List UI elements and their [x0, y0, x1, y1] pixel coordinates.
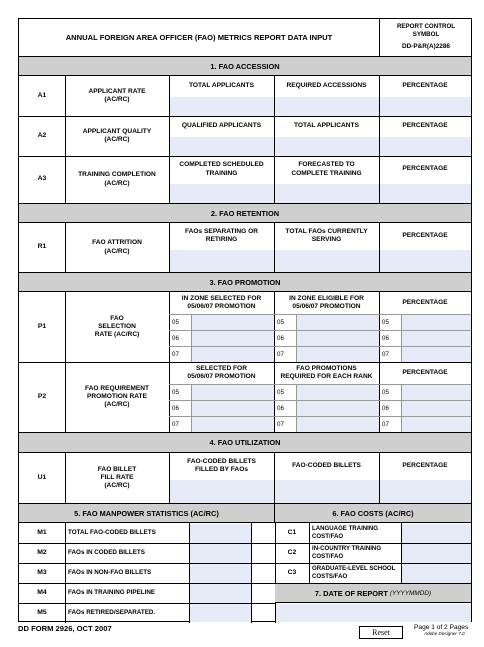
completed-training-field[interactable] [170, 184, 274, 203]
total-applicants-field[interactable] [170, 97, 274, 116]
col-header: TOTAL APPLICANTS [189, 81, 254, 89]
grade-label: 06 [382, 335, 389, 342]
col-header: FAO-CODED BILLETS [292, 461, 361, 469]
col-header: PERCENTAGE [402, 121, 448, 129]
grade-label: 05 [382, 319, 389, 326]
reset-button[interactable]: Reset [359, 626, 403, 639]
col-header: QUALIFIED APPLICANTS [181, 121, 262, 129]
col-header: TOTAL FAOs CURRENTLY SERVING [285, 227, 368, 243]
col-header: PERCENTAGE [402, 231, 448, 239]
row-label: FAO BILLET FILL RATE (AC/RC) [97, 465, 137, 490]
row-label: APPLICANT RATE (AC/RC) [88, 87, 146, 103]
date-format-hint: (YYYYMMDD) [389, 589, 432, 597]
row-label: LANGUAGE TRAINING COST/FAO [312, 525, 379, 540]
p1-percentage-05-field[interactable] [402, 315, 471, 330]
row-code: P1 [37, 322, 47, 330]
row-label: TRAINING COMPLETION (AC/RC) [78, 171, 156, 187]
faos-separating-field[interactable] [170, 250, 274, 272]
faos-in-training-pipeline-field[interactable] [190, 584, 251, 603]
grade-label: 05 [277, 389, 284, 396]
row-label: IN-COUNTRY TRAINING COST/FAO [312, 545, 382, 560]
fao-metrics-form [18, 18, 472, 622]
row-label: TOTAL FAO-CODED BILLETS [68, 529, 156, 537]
row-code: M5 [37, 608, 47, 616]
row-code: C3 [287, 568, 297, 576]
p2-required-07-field[interactable] [297, 417, 379, 432]
percentage-field[interactable] [380, 97, 471, 116]
section-utilization-header: 4. FAO UTILIZATION [19, 432, 471, 453]
row-code: M3 [37, 568, 47, 576]
faos-in-non-fao-billets-field[interactable] [190, 564, 251, 583]
faos-retired-separated-field[interactable] [190, 604, 251, 622]
report-control-symbol-label: REPORT CONTROL SYMBOL [396, 23, 456, 38]
p1-selected-06-field[interactable] [192, 331, 274, 346]
p1-eligible-07-field[interactable] [297, 347, 379, 362]
total-fao-coded-billets-field[interactable] [190, 524, 251, 543]
col-header: IN ZONE ELIGIBLE FOR 05/06/07 PROMOTION [289, 294, 364, 310]
p2-required-06-field[interactable] [297, 401, 379, 416]
p1-percentage-07-field[interactable] [402, 347, 471, 362]
row-code: P2 [37, 392, 47, 400]
col-header: PERCENTAGE [402, 81, 448, 89]
grade-label: 05 [382, 389, 389, 396]
col-header: FAO PROMOTIONS REQUIRED FOR EACH RANK [280, 364, 373, 380]
grade-label: 05 [172, 319, 179, 326]
billets-filled-field[interactable] [170, 480, 274, 503]
section-accession-header: 1. FAO ACCESSION [19, 56, 471, 76]
col-header: FAO-CODED BILLETS FILLED BY FAOs [187, 457, 256, 473]
p2-selected-07-field[interactable] [192, 417, 274, 432]
form-number: DD FORM 2926, OCT 2007 [18, 624, 112, 633]
col-header: FAOs SEPARATING OR RETIRING [184, 227, 259, 243]
report-control-symbol-value: DD-P&R(A)2286 [402, 43, 450, 50]
date-of-report-label: 7. DATE OF REPORT [314, 588, 388, 598]
row-label: FAOs IN CODED BILLETS [68, 549, 145, 557]
row-code: U1 [37, 473, 47, 481]
row-code: M1 [37, 528, 47, 536]
col-header: IN ZONE SELECTED FOR 05/06/07 PROMOTION [181, 294, 262, 310]
row-code: C2 [287, 548, 297, 556]
row-code: M4 [37, 588, 47, 596]
p2-percentage-07-field[interactable] [402, 417, 471, 432]
software-credit: Adobe Designer 7.0 [424, 631, 465, 636]
percentage-field[interactable] [380, 184, 471, 203]
grade-label: 07 [277, 421, 284, 428]
p1-selected-07-field[interactable] [192, 347, 274, 362]
row-label: FAOs IN TRAINING PIPELINE [68, 589, 156, 597]
row-code: R1 [37, 243, 47, 251]
row-label: FAO SELECTION RATE (AC/RC) [94, 314, 140, 339]
grade-label: 06 [172, 335, 179, 342]
col-header: PERCENTAGE [402, 461, 448, 469]
total-applicants-field[interactable] [275, 137, 379, 156]
col-header: REQUIRED ACCESSIONS [286, 81, 367, 89]
grade-label: 07 [382, 351, 389, 358]
grade-label: 07 [382, 421, 389, 428]
col-header: PERCENTAGE [402, 368, 448, 376]
form-title: ANNUAL FOREIGN AREA OFFICER (FAO) METRICS REPORT DATA INPUT [65, 32, 333, 42]
forecasted-training-field[interactable] [275, 184, 379, 203]
row-label: FAOs RETIRED/SEPARATED. [68, 609, 156, 617]
in-country-training-cost-field[interactable] [402, 544, 471, 563]
row-label: FAOs IN NON-FAO BILLETS [68, 569, 152, 577]
section-costs-header: 6. FAO COSTS (AC/RC) [275, 503, 471, 523]
p2-percentage-05-field[interactable] [402, 385, 471, 400]
graduate-school-cost-field[interactable] [402, 564, 471, 583]
grade-label: 05 [172, 389, 179, 396]
grade-label: 06 [277, 335, 284, 342]
row-code: A1 [37, 91, 47, 99]
row-code: M2 [37, 548, 47, 556]
percentage-field[interactable] [380, 480, 471, 503]
faos-serving-field[interactable] [275, 250, 379, 272]
col-header: SELECTED FOR 05/06/07 PROMOTION [187, 364, 256, 380]
grade-label: 07 [172, 421, 179, 428]
row-code: C1 [287, 528, 297, 536]
page-indicator: Page 1 of 2 Pages [414, 624, 469, 631]
grade-label: 07 [277, 351, 284, 358]
grade-label: 06 [382, 405, 389, 412]
grade-label: 07 [172, 351, 179, 358]
p2-percentage-06-field[interactable] [402, 401, 471, 416]
grade-label: 06 [172, 405, 179, 412]
p1-eligible-05-field[interactable] [297, 315, 379, 330]
faos-in-coded-billets-field[interactable] [190, 544, 251, 563]
p1-selected-05-field[interactable] [192, 315, 274, 330]
row-code: A2 [37, 131, 47, 139]
percentage-field[interactable] [380, 137, 471, 156]
date-of-report-field[interactable] [276, 604, 471, 622]
qualified-applicants-field[interactable] [170, 137, 274, 156]
col-header: PERCENTAGE [402, 165, 448, 173]
section-manpower-header: 5. FAO MANPOWER STATISTICS (AC/RC) [19, 503, 275, 523]
date-of-report-header [275, 583, 471, 603]
grade-label: 05 [277, 319, 284, 326]
section-promotion-header: 3. FAO PROMOTION [19, 272, 471, 292]
row-label: APPLICANT QUALITY (AC/RC) [82, 127, 152, 143]
p2-required-05-field[interactable] [297, 385, 379, 400]
p1-eligible-06-field[interactable] [297, 331, 379, 346]
col-header: PERCENTAGE [402, 298, 448, 306]
p1-percentage-06-field[interactable] [402, 331, 471, 346]
required-accessions-field[interactable] [275, 97, 379, 116]
row-label: GRADUATE-LEVEL SCHOOL COSTS/FAO [312, 565, 396, 580]
col-header: FORECASTED TO COMPLETE TRAINING [291, 161, 362, 177]
language-training-cost-field[interactable] [402, 524, 471, 543]
row-label: FAO ATTRITION (AC/RC) [92, 239, 142, 255]
row-code: A3 [37, 175, 47, 183]
p2-selected-06-field[interactable] [192, 401, 274, 416]
percentage-field[interactable] [380, 250, 471, 272]
col-header: TOTAL APPLICANTS [294, 121, 359, 129]
col-header: COMPLETED SCHEDULED TRAINING [179, 161, 264, 177]
section-retention-header: 2. FAO RETENTION [19, 203, 471, 223]
coded-billets-field[interactable] [275, 480, 379, 503]
row-label: FAO REQUIREMENT PROMOTION RATE (AC/RC) [84, 384, 150, 409]
grade-label: 06 [277, 405, 284, 412]
p2-selected-05-field[interactable] [192, 385, 274, 400]
